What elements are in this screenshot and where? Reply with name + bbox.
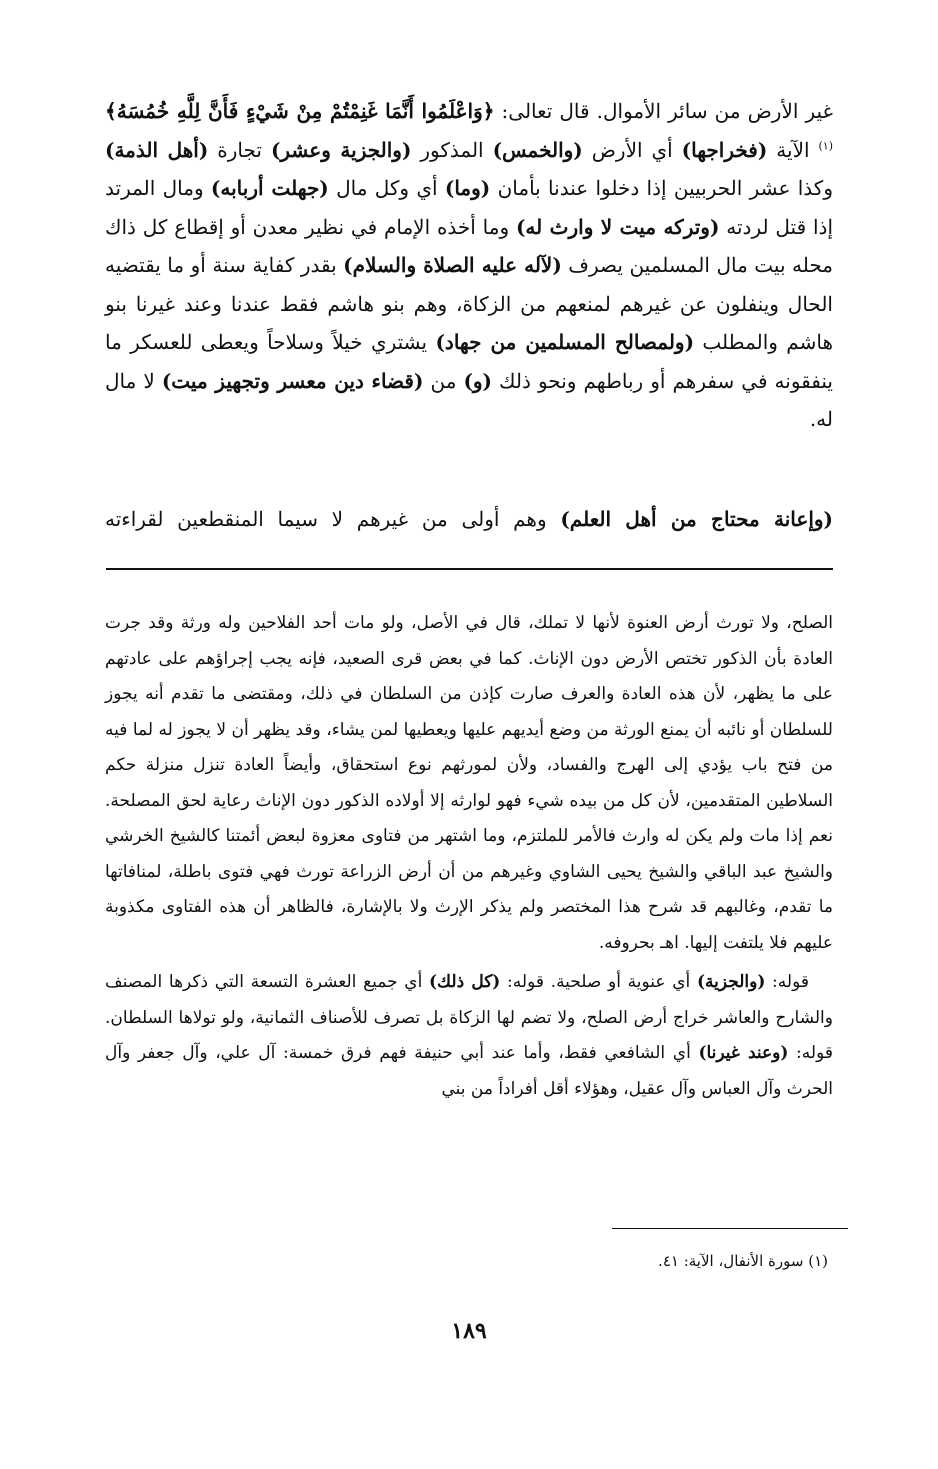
commentary-term: (كل ذلك) bbox=[429, 972, 501, 992]
main-text-paragraph bbox=[105, 92, 833, 439]
commentary-run: أي الشافعي فقط، وأما عند أبي حنيفة فهم فرق خمسة: آل علي، وآل جعفر وآل الحرث وآل العباس وآل عقيل، وهؤلاء أقل أفراداً من بني bbox=[105, 1043, 833, 1099]
main-text-run: بقدر كفاية سنة أو ما يقتضيه الحال وينفلون عن غيرهم لمنعهم من الزكاة، وهم بنو هاشم فقط عندنا وعند غيرنا بنو هاشم والمطلب bbox=[105, 253, 834, 354]
main-text-run: من bbox=[423, 368, 464, 393]
commentary-run: أي جميع العشرة التسعة التي ذكرها المصنف والشارح والعاشر خراج أرض الصلح، ولا تضم لها الزكاة بل تصرف للأصناف الثمانية، ولو تولاها السلطان. قوله: bbox=[105, 972, 833, 1063]
matn-term: (فخراجها) bbox=[681, 137, 768, 162]
commentary-run: أي عنوية أو صلحية. قوله: bbox=[500, 972, 697, 992]
commentary-term: (وعند غيرنا) bbox=[698, 1043, 789, 1063]
commentary-term: (والجزية) bbox=[696, 972, 766, 992]
matn-term: (ولمصالح المسلمين من جهاد) bbox=[435, 330, 695, 354]
matn-term: (وتركه ميت لا وارث له) bbox=[515, 214, 720, 239]
main-text-run: وما أخذه الإمام في نظير معدن أو إقطاع كل ذاك محله بيت مال المسلمين يصرف bbox=[105, 214, 833, 277]
matn-term: (أهل الذمة) bbox=[105, 137, 209, 162]
main-text-run: وكذا عشر الحربيين إذا دخلوا عندنا بأمان bbox=[490, 176, 833, 200]
footnote-reference: (١) bbox=[818, 138, 833, 152]
matn-term: (والجزية وعشر) bbox=[270, 137, 412, 162]
matn-term: (والخمس) bbox=[492, 137, 583, 162]
main-text-run: المذكور bbox=[411, 137, 493, 162]
footnote: (١) سورة الأنفال، الآية: ٤١. bbox=[658, 1252, 828, 1270]
main-text-run: غير الأرض من سائر الأموال. قال تعالى: bbox=[494, 99, 834, 123]
main-text-run: أي وكل مال bbox=[328, 176, 445, 200]
main-text-run: تجارة bbox=[208, 137, 271, 162]
main-text-run: الآية bbox=[767, 137, 819, 162]
matn-term: (قضاء دين معسر وتجهيز ميت) bbox=[161, 368, 424, 393]
main-text-continuation bbox=[105, 500, 833, 538]
matn-term: (جهلت أربابه) bbox=[210, 176, 329, 200]
main-text-run: يشتري خيلاً وسلاحاً ويعطى للعسكر ما ينفقونه في سفرهم أو رباطهم ونحو ذلك bbox=[105, 330, 833, 393]
page-number: ١٨٩ bbox=[451, 1318, 487, 1344]
commentary-block bbox=[105, 606, 833, 1107]
footnote-divider bbox=[612, 1228, 848, 1229]
main-text-run: أي الأرض bbox=[582, 137, 682, 162]
commentary-paragraph: الصلح، ولا تورث أرض العنوة لأنها لا تملك، قال في الأصل، ولو مات أحد الفلاحين وله ورثة وقد جرت العادة بأن الذكور تختص الأرض دون الإناث. كما في بعض قرى الصعيد، فإنه يجب إجراؤهم على عادتهم على ما يظهر، لأن هذه العادة والعرف صارت كإذن من السلطان في ذلك، ومقتضى ما تقدم أنه يجوز للسلطان أو نائبه أن يمنع الورثة من وضع أيديهم عليها ويعطيها لمن يشاء، وقد يظهر أن لا يجوز له لما فيه من فتح باب يؤدي إلى الهرج والفساد، ولأن لمورثهم نوع استحقاق، وأيضاً العادة تنزل منزلة حكم السلاطين المتقدمين، لأن كل من بيده شيء فهو لوارثه إلا أولاده الذكور دون الإناث رعاية لحق المصلحة. نعم إذا مات ولم يكن له وارث فالأمر للملتزم، وما اشتهر من فتاوى معزوة لبعض أئمتنا كالشيخ الخرشي والشيخ عبد الباقي والشيخ يحيى الشاوي وغيرهم من أن أرض الزراعة تورث فهي فتوى باطلة، لمنافاتها ما تقدم، وغالبهم قد شرح هذا المختصر ولم يذكر الإرث ولا بالإشارة، فالظاهر أن هذه الفتاوى مكذوبة عليهم فلا يلتفت إليها. اهـ بحروفه. bbox=[105, 613, 833, 953]
main-text-run: ومال المرتد إذا قتل لردته bbox=[105, 176, 833, 239]
matn-term: (وما) bbox=[444, 176, 491, 200]
matn-term: (لآله عليه الصلاة والسلام) bbox=[343, 253, 562, 277]
matn-term: (وإعانة محتاج من أهل العلم) bbox=[560, 507, 833, 531]
matn-term: (و) bbox=[463, 368, 493, 393]
main-text-run: لا مال له. bbox=[105, 368, 833, 431]
commentary-run: قوله: bbox=[765, 972, 809, 992]
section-divider bbox=[106, 568, 833, 570]
main-text-run: وهم أولى من غيرهم لا سيما المنقطعين لقراءته bbox=[105, 507, 561, 531]
quran-verse: ﴿وَاعْلَمُوا أَنَّمَا غَنِمْتُمْ مِنْ شَيْءٍ فَأَنَّ لِلَّهِ خُمُسَهُ﴾ bbox=[105, 99, 495, 123]
commentary-paragraph bbox=[105, 965, 833, 1107]
